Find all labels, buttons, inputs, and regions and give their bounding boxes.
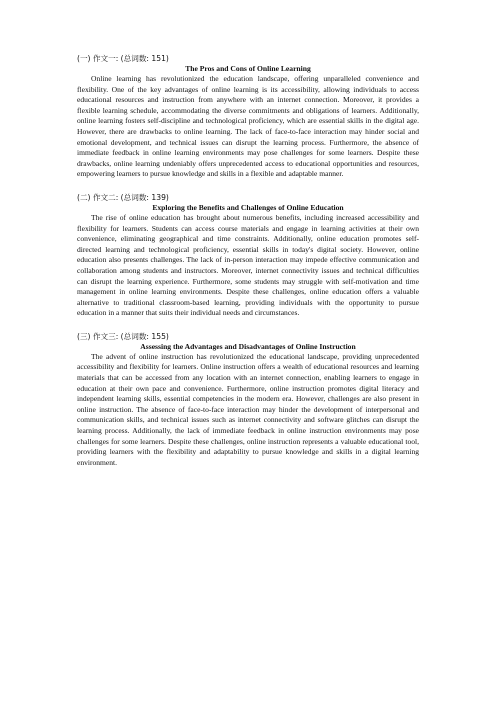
essay-title: Exploring the Benefits and Challenges of Online Education xyxy=(152,202,344,212)
essay-title: Assessing the Advantages and Disadvantages of Online Instruction xyxy=(140,341,356,351)
essay-2 xyxy=(77,193,419,319)
essay-3 xyxy=(77,332,419,469)
essay-body: Online learning has revolutionized the education landscape, offering unparalleled convenience and flexibility. One of the key advantages of online learning is its accessibility, allowing individuals to access educational resources and instruction from anywhere with an internet connection. Moreover, it provides a flexible learning schedule, accommodating the diverse commitments and obligations of learners. Additionally, online learning fosters self-discipline and technological proficiency, which are essential skills in the digital age. However, there are drawbacks to online learning. The lack of face-to-face interaction may hinder social and emotional development, and technical issues can disrupt the learning process. Furthermore, the absence of immediate feedback in online learning environments may pose challenges for some learners. Despite these drawbacks, online learning undeniably offers unprecedented access to educational opportunities and resources, empowering learners to pursue knowledge and skills in a flexible and adaptable manner. xyxy=(77,74,419,179)
essay-heading: (二) 作文二: (总词数: 139) xyxy=(77,192,169,202)
essay-body: The advent of online instruction has revolutionized the educational landscape, providing unprecedented accessibility and flexibility for learners. Online instruction offers a wealth of educational resources and learning materials that can be accessed from any location with an internet connection, enabling learners to engage in education at their own pace and convenience. Furthermore, online instruction promotes digital literacy and independent learning skills, essential competencies in the modern era. However, challenges are also present in online instruction. The absence of face-to-face interaction may hinder the development of interpersonal and communication skills, and technical issues such as internet connectivity and software glitches can disrupt the learning process. Additionally, the lack of immediate feedback in online instruction environments may pose challenges for some learners. Despite these challenges, online instruction represents a valuable educational tool, providing learners with the flexibility and adaptability to pursue knowledge and skills in a digital learning environment. xyxy=(77,351,419,467)
essay-title: The Pros and Cons of Online Learning xyxy=(185,64,311,73)
essay-body: The rise of online education has brought about numerous benefits, including increased accessibility and flexibility for learners. Students can access course materials and engage in learning activities at their own convenience, eliminating geographical and time constraints. Additionally, online education promotes self-directed learning and technological proficiency, essential skills in today's digital society. However, online education also presents challenges. The lack of in-person interaction may impede effective communication and collaboration among students and instructors. Moreover, internet connectivity issues and technical difficulties can disrupt the learning experience. Furthermore, some students may struggle with self-motivation and time management in online learning environments. Despite these challenges, online education offers a valuable alternative to traditional classroom-based learning, providing individuals with the opportunity to pursue education in a manner that suits their individual needs and circumstances. xyxy=(77,212,419,318)
document-page xyxy=(77,54,419,481)
essay-heading: (一) 作文一: (总词数: 151) xyxy=(77,54,169,63)
essay-1 xyxy=(77,54,419,180)
essay-heading: (三) 作文三: (总词数: 155) xyxy=(77,331,169,341)
